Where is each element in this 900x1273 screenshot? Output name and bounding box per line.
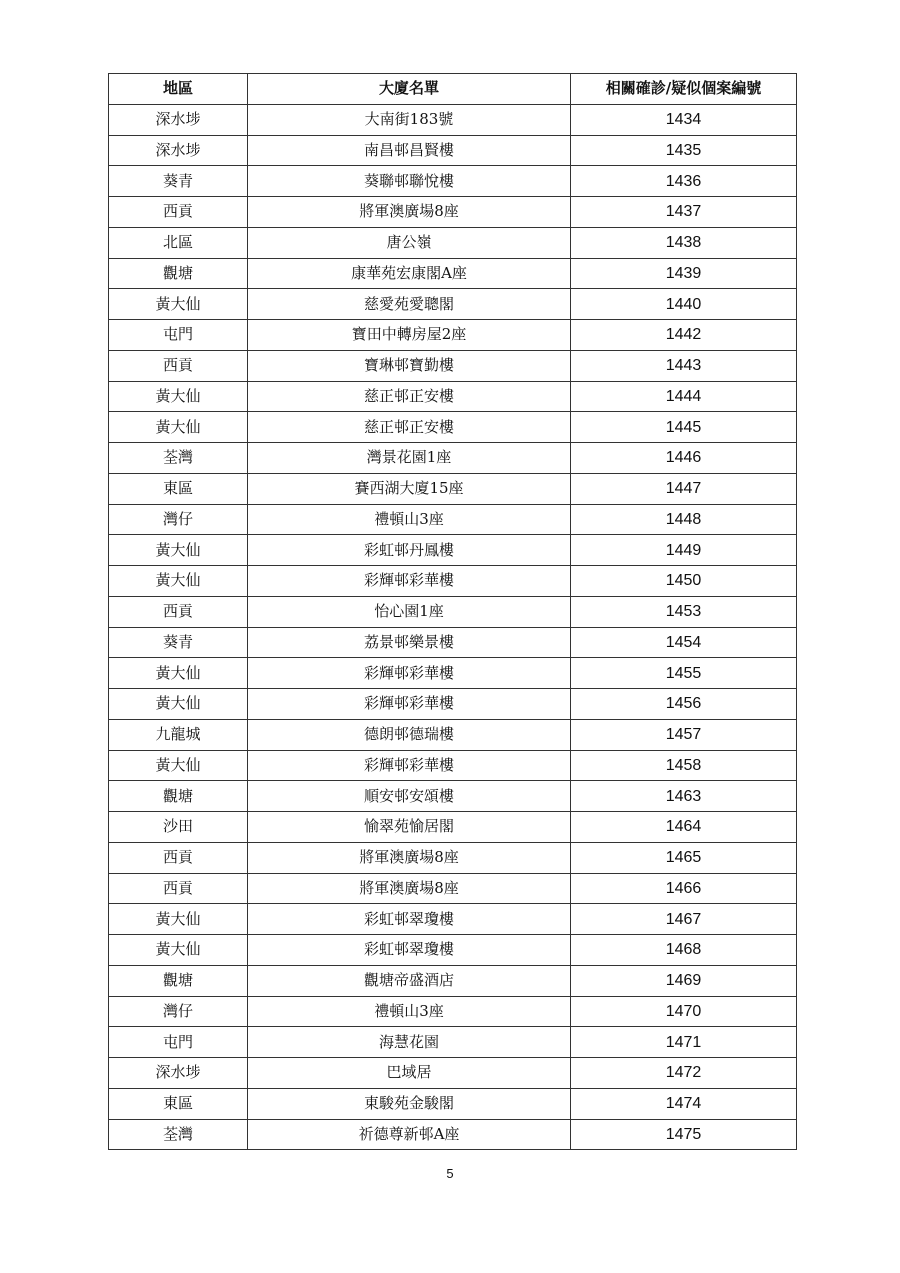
- table-row: [109, 1119, 797, 1150]
- case-number-cell: 1435: [571, 135, 797, 166]
- building-cell: 葵聯邨聯悅樓: [248, 166, 571, 197]
- case-number-cell: 1468: [571, 935, 797, 966]
- district-cell: 西貢: [109, 873, 248, 904]
- district-cell: 黃大仙: [109, 381, 248, 412]
- table-row: [109, 965, 797, 996]
- case-number-cell: 1454: [571, 627, 797, 658]
- table-row: [109, 289, 797, 320]
- table-row: [109, 627, 797, 658]
- district-cell: 觀塘: [109, 781, 248, 812]
- table-header: [109, 74, 797, 105]
- district-cell: 灣仔: [109, 504, 248, 535]
- district-cell: 西貢: [109, 197, 248, 228]
- case-number-cell: 1466: [571, 873, 797, 904]
- case-number-cell: 1438: [571, 227, 797, 258]
- case-number-cell: 1453: [571, 596, 797, 627]
- district-cell: 屯門: [109, 320, 248, 351]
- building-cell: 巴域居: [248, 1058, 571, 1089]
- table-row: [109, 104, 797, 135]
- building-cell: 德朗邨德瑞樓: [248, 719, 571, 750]
- case-number-cell: 1469: [571, 965, 797, 996]
- district-cell: 荃灣: [109, 443, 248, 474]
- district-cell: 東區: [109, 1088, 248, 1119]
- district-cell: 西貢: [109, 842, 248, 873]
- page-number: 5: [446, 1166, 454, 1181]
- case-number-cell: 1463: [571, 781, 797, 812]
- building-cell: 寶琳邨寶勤樓: [248, 350, 571, 381]
- district-cell: 觀塘: [109, 258, 248, 289]
- district-cell: 灣仔: [109, 996, 248, 1027]
- table-row: [109, 535, 797, 566]
- case-number-cell: 1448: [571, 504, 797, 535]
- district-cell: 葵青: [109, 166, 248, 197]
- case-number-cell: 1458: [571, 750, 797, 781]
- table-row: [109, 473, 797, 504]
- case-number-cell: 1447: [571, 473, 797, 504]
- building-cell: 彩虹邨翠瓊樓: [248, 904, 571, 935]
- building-cell: 怡心園1座: [248, 596, 571, 627]
- building-cell: 彩輝邨彩華樓: [248, 750, 571, 781]
- district-cell: 黃大仙: [109, 412, 248, 443]
- building-cell: 賽西湖大廈15座: [248, 473, 571, 504]
- table-row: [109, 781, 797, 812]
- table-row: [109, 812, 797, 843]
- table-row: [109, 750, 797, 781]
- district-cell: 北區: [109, 227, 248, 258]
- district-cell: 九龍城: [109, 719, 248, 750]
- table-row: [109, 1027, 797, 1058]
- table-row: [109, 719, 797, 750]
- table-row: [109, 935, 797, 966]
- case-number-cell: 1464: [571, 812, 797, 843]
- table-row: [109, 566, 797, 597]
- building-cell: 將軍澳廣場8座: [248, 842, 571, 873]
- building-cell: 康華苑宏康閣A座: [248, 258, 571, 289]
- header-building: 大廈名單: [248, 74, 571, 105]
- building-cell: 觀塘帝盛酒店: [248, 965, 571, 996]
- building-cell: 彩虹邨翠瓊樓: [248, 935, 571, 966]
- table-row: [109, 1088, 797, 1119]
- table-row: [109, 689, 797, 720]
- table-row: [109, 596, 797, 627]
- table-row: [109, 1058, 797, 1089]
- case-number-cell: 1442: [571, 320, 797, 351]
- district-cell: 沙田: [109, 812, 248, 843]
- district-cell: 東區: [109, 473, 248, 504]
- table-row: [109, 381, 797, 412]
- case-number-cell: 1465: [571, 842, 797, 873]
- case-number-cell: 1446: [571, 443, 797, 474]
- building-cell: 灣景花園1座: [248, 443, 571, 474]
- building-cell: 將軍澳廣場8座: [248, 873, 571, 904]
- district-cell: 深水埗: [109, 1058, 248, 1089]
- case-number-cell: 1467: [571, 904, 797, 935]
- district-cell: 黃大仙: [109, 535, 248, 566]
- table-row: [109, 135, 797, 166]
- building-cell: 南昌邨昌賢樓: [248, 135, 571, 166]
- table-row: [109, 658, 797, 689]
- table-header-row: [109, 74, 797, 105]
- case-number-cell: 1457: [571, 719, 797, 750]
- building-cell: 禮頓山3座: [248, 996, 571, 1027]
- building-cell: 慈正邨正安樓: [248, 412, 571, 443]
- district-cell: 黃大仙: [109, 935, 248, 966]
- district-cell: 西貢: [109, 596, 248, 627]
- building-cell: 慈正邨正安樓: [248, 381, 571, 412]
- building-cell: 唐公嶺: [248, 227, 571, 258]
- table-body: [109, 104, 797, 1150]
- case-number-cell: 1440: [571, 289, 797, 320]
- table-row: [109, 904, 797, 935]
- case-number-cell: 1472: [571, 1058, 797, 1089]
- table-row: [109, 227, 797, 258]
- building-cell: 彩輝邨彩華樓: [248, 566, 571, 597]
- table-row: [109, 320, 797, 351]
- building-list-table: [108, 73, 797, 1150]
- header-district: 地區: [109, 74, 248, 105]
- district-cell: 黃大仙: [109, 289, 248, 320]
- building-cell: 東駿苑金駿閣: [248, 1088, 571, 1119]
- district-cell: 深水埗: [109, 135, 248, 166]
- header-cases: 相關確診/疑似個案編號: [571, 74, 797, 105]
- case-number-cell: 1456: [571, 689, 797, 720]
- building-cell: 彩虹邨丹鳳樓: [248, 535, 571, 566]
- case-number-cell: 1445: [571, 412, 797, 443]
- table-row: [109, 873, 797, 904]
- case-number-cell: 1475: [571, 1119, 797, 1150]
- building-cell: 海慧花園: [248, 1027, 571, 1058]
- district-cell: 觀塘: [109, 965, 248, 996]
- building-cell: 愉翠苑愉居閣: [248, 812, 571, 843]
- building-cell: 大南街183號: [248, 104, 571, 135]
- case-number-cell: 1455: [571, 658, 797, 689]
- building-cell: 荔景邨樂景樓: [248, 627, 571, 658]
- building-cell: 彩輝邨彩華樓: [248, 689, 571, 720]
- building-cell: 寶田中轉房屋2座: [248, 320, 571, 351]
- case-number-cell: 1450: [571, 566, 797, 597]
- case-number-cell: 1436: [571, 166, 797, 197]
- case-number-cell: 1443: [571, 350, 797, 381]
- case-number-cell: 1439: [571, 258, 797, 289]
- table-row: [109, 504, 797, 535]
- case-number-cell: 1449: [571, 535, 797, 566]
- table-row: [109, 166, 797, 197]
- building-cell: 順安邨安頌樓: [248, 781, 571, 812]
- building-cell: 祈德尊新邨A座: [248, 1119, 571, 1150]
- table-row: [109, 842, 797, 873]
- table-row: [109, 350, 797, 381]
- case-number-cell: 1437: [571, 197, 797, 228]
- district-cell: 黃大仙: [109, 904, 248, 935]
- case-number-cell: 1470: [571, 996, 797, 1027]
- district-cell: 黃大仙: [109, 689, 248, 720]
- building-cell: 慈愛苑愛聰閣: [248, 289, 571, 320]
- table-row: [109, 996, 797, 1027]
- district-cell: 屯門: [109, 1027, 248, 1058]
- table-row: [109, 443, 797, 474]
- table-row: [109, 197, 797, 228]
- district-cell: 深水埗: [109, 104, 248, 135]
- district-cell: 葵青: [109, 627, 248, 658]
- case-number-cell: 1474: [571, 1088, 797, 1119]
- district-cell: 黃大仙: [109, 658, 248, 689]
- district-cell: 荃灣: [109, 1119, 248, 1150]
- case-number-cell: 1471: [571, 1027, 797, 1058]
- table-row: [109, 258, 797, 289]
- case-number-cell: 1444: [571, 381, 797, 412]
- district-cell: 西貢: [109, 350, 248, 381]
- table-row: [109, 412, 797, 443]
- building-cell: 禮頓山3座: [248, 504, 571, 535]
- district-cell: 黃大仙: [109, 566, 248, 597]
- building-cell: 將軍澳廣場8座: [248, 197, 571, 228]
- case-number-cell: 1434: [571, 104, 797, 135]
- building-cell: 彩輝邨彩華樓: [248, 658, 571, 689]
- district-cell: 黃大仙: [109, 750, 248, 781]
